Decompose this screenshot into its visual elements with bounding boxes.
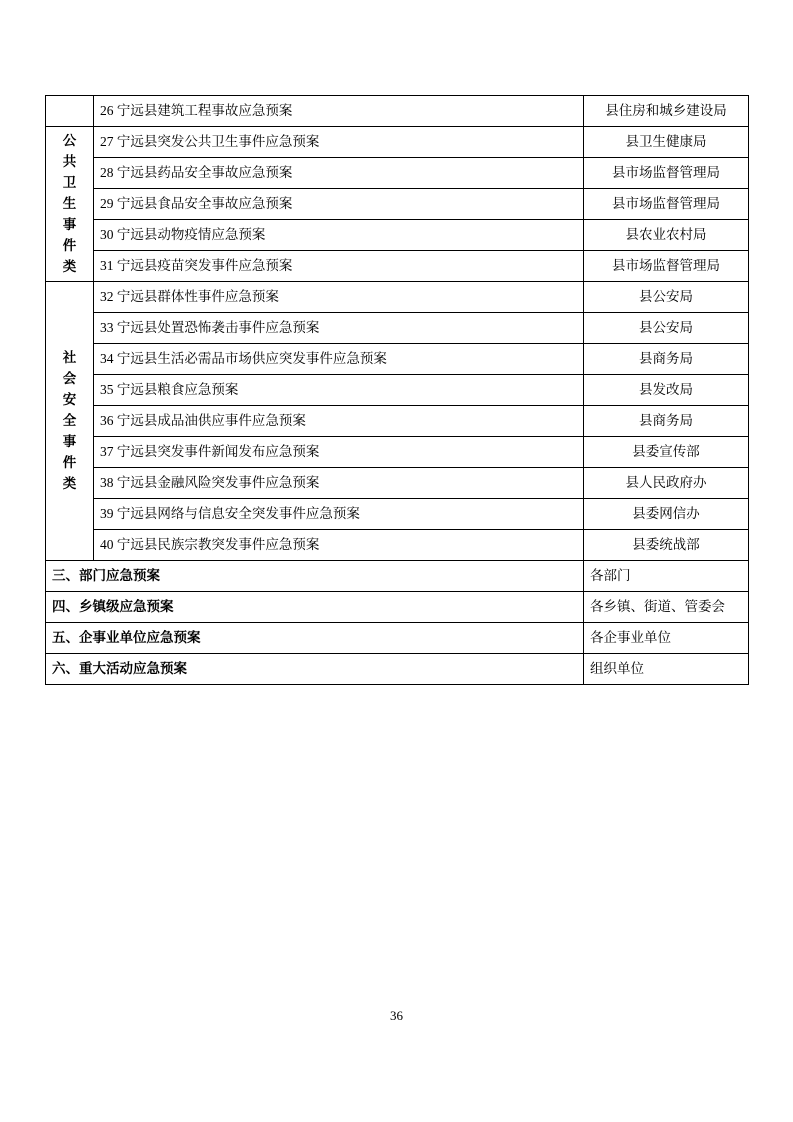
plan-org-cell: 县市场监督管理局 <box>584 251 749 282</box>
plan-title: 宁远县金融风险突发事件应急预案 <box>116 475 320 491</box>
plan-title: 宁远县粮食应急预案 <box>116 382 239 398</box>
plan-name-cell <box>94 313 584 344</box>
category-char: 类 <box>62 475 77 491</box>
plan-title: 宁远县网络与信息安全突发事件应急预案 <box>116 506 360 522</box>
plan-name-cell <box>94 189 584 220</box>
plan-org-cell: 县商务局 <box>584 406 749 437</box>
table-row <box>46 375 749 406</box>
plan-number: 35 <box>100 382 114 398</box>
category-cell-public-health <box>46 127 94 282</box>
table-row <box>46 499 749 530</box>
table-row <box>46 468 749 499</box>
plan-number: 26 <box>100 102 114 118</box>
category-char: 安 <box>62 392 77 408</box>
plan-org-cell: 县人民政府办 <box>584 468 749 499</box>
plan-org-cell: 县委宣传部 <box>584 437 749 468</box>
section-org: 组织单位 <box>584 654 749 685</box>
plan-number: 28 <box>100 165 114 180</box>
category-char: 社 <box>62 350 77 366</box>
table-row <box>46 282 749 313</box>
plan-name-cell <box>94 437 584 468</box>
plan-org-cell: 县住房和城乡建设局 <box>584 96 749 127</box>
plan-name-cell <box>94 530 584 561</box>
plan-number: 31 <box>100 258 114 274</box>
plan-number: 39 <box>100 506 114 522</box>
plan-name-cell <box>94 468 584 499</box>
table-row <box>46 189 749 220</box>
plan-number: 27 <box>100 133 114 149</box>
plan-number: 32 <box>100 289 114 305</box>
table-row <box>46 437 749 468</box>
table-row <box>46 127 749 158</box>
plan-title: 宁远县食品安全事故应急预案 <box>116 196 293 212</box>
plan-name-cell <box>94 127 584 158</box>
category-char: 事 <box>62 216 77 232</box>
plan-number: 34 <box>100 351 114 367</box>
plan-name-cell <box>94 344 584 375</box>
table-row <box>46 96 749 127</box>
table-row <box>46 158 749 189</box>
plan-title: 宁远县生活必需品市场供应突发事件应急预案 <box>116 351 387 367</box>
plan-org-cell: 县农业农村局 <box>584 220 749 251</box>
plan-title: 宁远县突发事件新闻发布应急预案 <box>116 444 320 460</box>
plan-title: 宁远县成品油供应事件应急预案 <box>116 413 306 429</box>
plan-org-cell: 县市场监督管理局 <box>584 189 749 220</box>
section-title: 六、重大活动应急预案 <box>46 654 584 685</box>
table-row <box>46 220 749 251</box>
plan-number: 33 <box>100 320 114 336</box>
plan-name-cell <box>94 220 584 251</box>
table-row <box>46 251 749 282</box>
section-title: 三、部门应急预案 <box>46 561 584 592</box>
plan-org-cell: 县委统战部 <box>584 530 749 561</box>
section-org: 各部门 <box>584 561 749 592</box>
table-row <box>46 313 749 344</box>
section-org: 各企事业单位 <box>584 623 749 654</box>
category-char: 事 <box>62 433 77 449</box>
table-row <box>46 530 749 561</box>
plan-title: 宁远县突发公共卫生事件应急预案 <box>116 133 320 149</box>
plan-title: 宁远县群体性事件应急预案 <box>116 289 279 305</box>
emergency-plan-table <box>45 95 749 685</box>
category-cell-social-security <box>46 282 94 561</box>
table-row-section <box>46 561 749 592</box>
table-row <box>46 344 749 375</box>
plan-org-cell: 县公安局 <box>584 282 749 313</box>
category-char: 全 <box>62 412 77 428</box>
plan-name-cell <box>94 499 584 530</box>
table-row-section <box>46 592 749 623</box>
category-char: 公 <box>62 133 77 148</box>
plan-title: 宁远县疫苗突发事件应急预案 <box>116 258 293 274</box>
category-char: 会 <box>62 371 77 387</box>
plan-number: 29 <box>100 196 114 212</box>
plan-title: 宁远县药品安全事故应急预案 <box>116 165 293 180</box>
plan-name-cell <box>94 375 584 406</box>
category-char: 件 <box>62 237 77 253</box>
plan-org-cell: 县商务局 <box>584 344 749 375</box>
category-cell-empty <box>46 96 94 127</box>
plan-org-cell: 县卫生健康局 <box>584 127 749 158</box>
plan-number: 30 <box>100 227 114 243</box>
plan-number: 36 <box>100 413 114 429</box>
category-char: 件 <box>62 454 77 470</box>
plan-title: 宁远县处置恐怖袭击事件应急预案 <box>116 320 320 336</box>
plan-org-cell: 县委网信办 <box>584 499 749 530</box>
category-char: 生 <box>62 195 77 211</box>
plan-number: 38 <box>100 475 114 491</box>
plan-name-cell <box>94 96 584 127</box>
table-row-section <box>46 623 749 654</box>
plan-name-cell <box>94 158 584 189</box>
plan-number: 37 <box>100 444 114 460</box>
plan-org-cell: 县发改局 <box>584 375 749 406</box>
table-row-section <box>46 654 749 685</box>
plan-name-cell <box>94 282 584 313</box>
plan-org-cell: 县公安局 <box>584 313 749 344</box>
page-number: 36 <box>390 1008 403 1023</box>
plan-name-cell <box>94 251 584 282</box>
plan-title: 宁远县动物疫情应急预案 <box>116 227 266 243</box>
table-row <box>46 406 749 437</box>
category-char: 类 <box>62 258 77 274</box>
plan-org-cell: 县市场监督管理局 <box>584 158 749 189</box>
category-char: 卫 <box>62 174 77 190</box>
plan-title: 宁远县建筑工程事故应急预案 <box>116 102 293 118</box>
category-char: 共 <box>62 153 77 169</box>
plan-title: 宁远县民族宗教突发事件应急预案 <box>116 537 320 553</box>
plan-name-cell <box>94 406 584 437</box>
section-org: 各乡镇、街道、管委会 <box>584 592 749 623</box>
section-title: 五、企事业单位应急预案 <box>46 623 584 654</box>
section-title: 四、乡镇级应急预案 <box>46 592 584 623</box>
plan-number: 40 <box>100 537 114 553</box>
